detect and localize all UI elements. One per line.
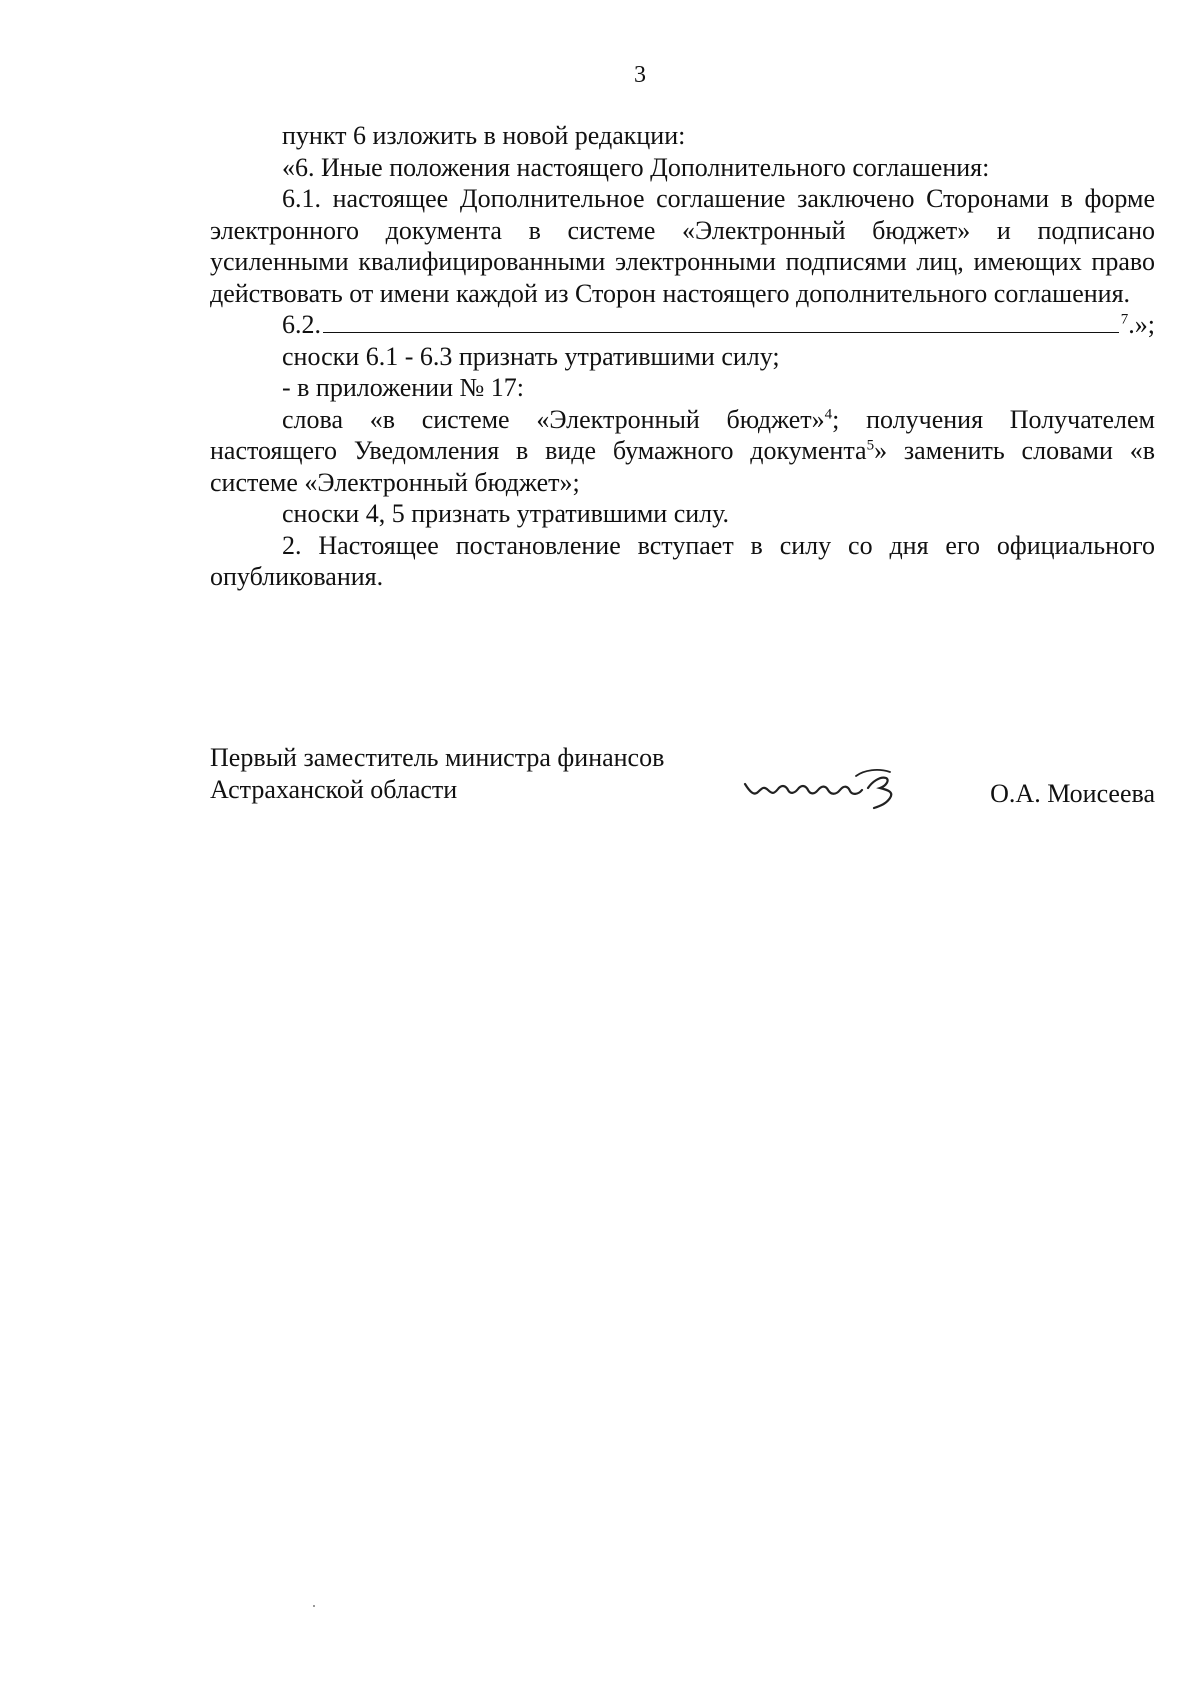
signatory-title (210, 742, 664, 806)
page-number: 3 (634, 62, 646, 88)
paragraph-effective-date: 2. Настоящее постановление вступает в силу со дня его официального опубликования. (210, 530, 1155, 591)
footnote-ref-5: 5 (866, 437, 875, 454)
paragraph-6-1: 6.1. настоящее Дополнительное соглашение заключено Сторонами в форме электронного документа в системе «Электронный бюджет» и подписано усиленными квалифицированными электронными подписями лиц, имеющих право действовать от имени каждой из Сторон настоящего дополнительного соглашения. (210, 184, 1155, 308)
footnote-ref-7: 7 (1120, 311, 1129, 328)
paragraph-6-2 (210, 309, 1155, 341)
paragraph-footnotes-4-5-invalid: сноски 4, 5 признать утратившими силу. (282, 499, 730, 528)
signature-block (210, 742, 1155, 822)
signatory-title-line-2: Астраханской области (210, 775, 458, 804)
paragraph-item-6-intro: пункт 6 изложить в новой редакции: (282, 121, 686, 150)
footnote-ref-4: 4 (824, 405, 833, 422)
clause-6-2-closing: .»; (1128, 310, 1155, 339)
text-segment: ; получения Получателем настоящего Уведомления в виде бумажного документа (210, 404, 1155, 465)
paragraph-words-replace (210, 404, 1155, 499)
clause-6-2-ending (1121, 309, 1155, 341)
text-segment: слова «в системе «Электронный бюджет» (282, 404, 825, 434)
blank-fill-line (323, 310, 1119, 333)
paragraph-appendix-17: - в приложении № 17: (282, 373, 525, 402)
handwritten-signature (740, 762, 920, 817)
document-body (210, 120, 1155, 593)
text-segment: » заменить словами «в системе «Электронный бюджет»; (210, 436, 1156, 497)
clause-6-2-number: 6.2. (282, 310, 321, 339)
paragraph-section-6-heading: «6. Иные положения настоящего Дополнительного соглашения: (282, 152, 990, 182)
signatory-name: О.А. Моисеева (990, 779, 1155, 808)
paragraph-footnotes-6-invalid: сноски 6.1 - 6.3 признать утратившими силу; (282, 341, 780, 371)
scan-speck (313, 1605, 315, 1607)
signatory-title-line-1: Первый заместитель министра финансов (210, 743, 665, 772)
